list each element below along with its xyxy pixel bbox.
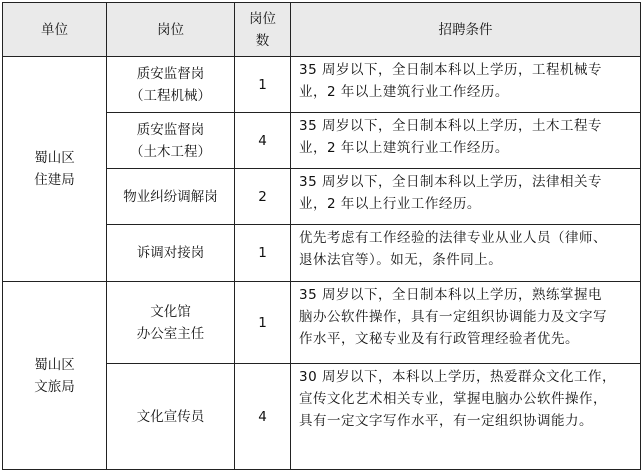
count-cell: 1 (235, 282, 291, 364)
position-line2: （土木工程） (130, 143, 211, 160)
requirement-line: 35 周岁以下，全日制本科以上学历，法律相关专 (299, 174, 602, 190)
requirement-cell (291, 225, 641, 282)
header-requirements: 招聘条件 (291, 3, 641, 57)
count-cell: 1 (235, 57, 291, 113)
position-line2: 办公室主任 (136, 325, 205, 342)
recruitment-table (2, 2, 641, 470)
requirement-line: 业，2 年以上行业工作经历。 (299, 196, 481, 212)
unit-line2: 文旅局 (34, 378, 75, 395)
requirement-cell (291, 57, 641, 113)
position-line1: 质安监督岗 (136, 65, 205, 82)
count-cell: 1 (235, 225, 291, 282)
unit-cell (3, 57, 107, 282)
requirement-line: 脑办公软件操作，具有一定组织协调能力及文字写 (299, 309, 607, 325)
header-unit: 单位 (3, 3, 107, 57)
table-row (3, 282, 641, 364)
unit-line2: 住建局 (34, 172, 75, 188)
count-cell: 4 (235, 113, 291, 169)
requirement-line: 35 周岁以下，全日制本科以上学历，土木工程专 (299, 118, 602, 134)
requirement-line: 作水平，文秘专业及有行政管理经验者优先。 (299, 331, 579, 347)
requirement-line: 35 周岁以下，全日制本科以上学历，熟练掌握电 (299, 287, 602, 303)
requirement-line: 业，2 年以上建筑行业工作经历。 (299, 140, 509, 156)
requirement-line: 退休法官等）。如无，条件同上。 (299, 252, 503, 268)
table-row (3, 57, 641, 113)
requirement-cell (291, 169, 641, 225)
requirement-cell (291, 364, 641, 470)
header-count-line1: 岗位 (249, 10, 276, 27)
header-count-line2: 数 (255, 32, 270, 49)
position-cell (107, 57, 235, 113)
position-line1: 质安监督岗 (136, 121, 205, 138)
header-count (235, 3, 291, 57)
requirement-line: 业，2 年以上建筑行业工作经历。 (299, 84, 509, 100)
position-line1: 文化馆 (150, 303, 191, 320)
position-cell: 文化宣传员 (107, 364, 235, 470)
header-position: 岗位 (107, 3, 235, 57)
header-row (3, 3, 641, 57)
requirement-line: 35 周岁以下，全日制本科以上学历，工程机械专 (299, 62, 602, 78)
position-cell (107, 113, 235, 169)
position-cell (107, 282, 235, 364)
count-cell: 4 (235, 364, 291, 470)
requirement-line: 优先考虑有工作经验的法律专业从业人员（律师、 (299, 230, 607, 246)
requirement-line: 具有一定文字写作水平，有一定组织协调能力。 (299, 413, 593, 429)
count-cell: 2 (235, 169, 291, 225)
requirement-line: 宣传文化艺术相关专业，掌握电脑办公软件操作， (299, 391, 607, 407)
requirement-cell (291, 113, 641, 169)
position-cell: 诉调对接岗 (107, 225, 235, 282)
requirement-line: 30 周岁以下，本科以上学历，热爱群众文化工作， (299, 369, 616, 385)
unit-cell (3, 282, 107, 470)
unit-line1: 蜀山区 (34, 356, 75, 373)
position-line2: （工程机械） (130, 87, 211, 104)
requirement-cell (291, 282, 641, 364)
unit-line1: 蜀山区 (34, 150, 75, 166)
position-cell: 物业纠纷调解岗 (107, 169, 235, 225)
